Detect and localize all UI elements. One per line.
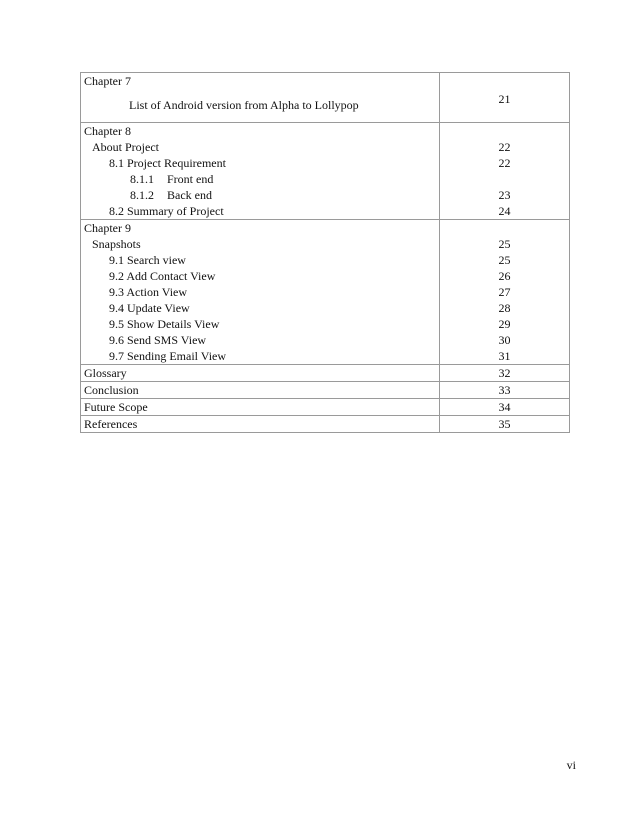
toc-page-number: 28 xyxy=(498,301,511,315)
toc-entry-label: 8.1 Project Requirement xyxy=(109,156,226,170)
toc-row-chapter-8 xyxy=(81,123,570,220)
toc-title-cell xyxy=(81,365,440,382)
toc-page-cell xyxy=(440,382,570,399)
toc-entry-label: References xyxy=(84,417,138,431)
toc-row-future-scope xyxy=(81,399,570,416)
toc-page-number: 31 xyxy=(498,349,511,363)
toc-page-number: 27 xyxy=(498,285,511,299)
section-label: Back end xyxy=(167,188,212,202)
toc-entry-label: Conclusion xyxy=(84,383,139,397)
chapter-heading: Chapter 8 xyxy=(84,124,131,138)
toc-entry-label: 9.3 Action View xyxy=(109,285,188,299)
toc-entry-label: 9.5 Show Details View xyxy=(109,317,220,331)
toc-page-number: 25 xyxy=(498,237,511,251)
chapter-heading: Chapter 7 xyxy=(84,74,131,88)
section-number: 8.1.1 xyxy=(130,172,154,186)
section-number: 8.1.2 xyxy=(130,188,154,202)
toc-page-number: 30 xyxy=(498,333,511,347)
toc-page-number: 32 xyxy=(498,366,511,380)
chapter-heading: Chapter 9 xyxy=(84,221,131,235)
toc-entry-label: List of Android version from Alpha to Lollypop xyxy=(129,98,359,112)
toc-entry-label: About Project xyxy=(92,140,159,154)
toc-row-references xyxy=(81,416,570,433)
toc-entry-label: 9.1 Search view xyxy=(109,253,186,267)
toc-page-number: 35 xyxy=(498,417,511,431)
toc-entry-label: Snapshots xyxy=(92,237,141,251)
toc-row-conclusion xyxy=(81,382,570,399)
toc-row-chapter-9 xyxy=(81,220,570,365)
toc-title-cell xyxy=(81,123,440,220)
toc-row-glossary xyxy=(81,365,570,382)
toc-page-cell xyxy=(440,399,570,416)
toc-page-cell xyxy=(440,73,570,123)
toc-entry-label: 9.4 Update View xyxy=(109,301,190,315)
toc-page-number: 29 xyxy=(498,317,511,331)
toc-entry-label: Glossary xyxy=(84,366,127,380)
toc-page-number: 22 xyxy=(498,156,511,170)
toc-page-number: 21 xyxy=(498,92,511,106)
toc-entry-label: Future Scope xyxy=(84,400,148,414)
toc-page-number: 25 xyxy=(498,253,511,267)
toc-title-cell xyxy=(81,399,440,416)
toc-entry-label: 9.6 Send SMS View xyxy=(109,333,207,347)
toc-entry-label: 9.7 Sending Email View xyxy=(109,349,227,363)
toc-page-cell xyxy=(440,416,570,433)
toc-page-cell xyxy=(440,220,570,365)
toc-page-cell xyxy=(440,123,570,220)
toc-entry-label: 9.2 Add Contact View xyxy=(109,269,216,283)
toc-entry-label: 8.2 Summary of Project xyxy=(109,204,224,218)
toc-page-number: 23 xyxy=(498,188,511,202)
toc-entry-label xyxy=(81,187,439,203)
toc-page-cell xyxy=(440,365,570,382)
toc-page-number: 22 xyxy=(498,140,511,154)
toc-title-cell xyxy=(81,416,440,433)
toc-page-number: 34 xyxy=(498,400,511,414)
section-label: Front end xyxy=(167,172,214,186)
toc-row-chapter-7 xyxy=(81,73,570,123)
toc-page-number: 33 xyxy=(498,383,511,397)
toc-title-cell xyxy=(81,73,440,123)
toc-page-number: 26 xyxy=(498,269,511,283)
toc-title-cell xyxy=(81,220,440,365)
toc-page-number: 24 xyxy=(498,204,511,218)
toc-entry-label xyxy=(81,171,439,187)
toc-title-cell xyxy=(81,382,440,399)
page-number: vi xyxy=(566,758,576,772)
table-of-contents xyxy=(80,72,570,433)
